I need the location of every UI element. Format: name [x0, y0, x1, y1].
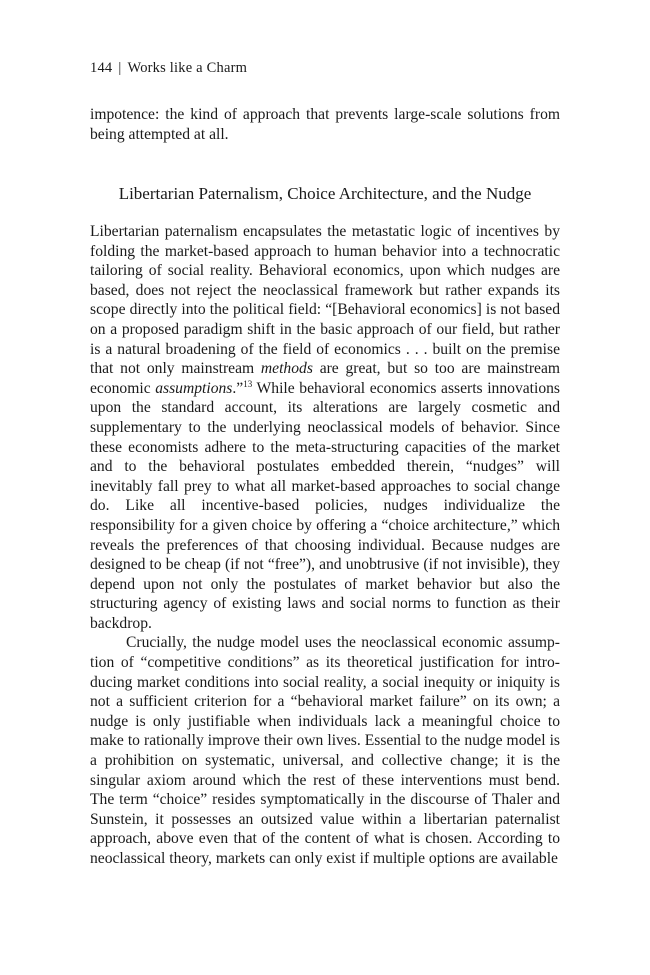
opening-paragraph-block — [90, 105, 560, 144]
page-number: 144 — [90, 60, 113, 76]
emphasis-assumptions: assumptions — [155, 379, 233, 397]
running-head — [90, 60, 247, 77]
section-heading: Libertarian Paternalism, Choice Architecture, and the Nudge — [118, 184, 532, 203]
paragraph-1-text-b: are great, but so too are mainstream economic — [90, 360, 560, 397]
paragraph-1-text-a: Libertarian paternalism encapsulates the metastatic logic of incentives by folding the market-based approach to human behavior into a technocratic tailoring of social reality. Behavioral economics, upon which nudges are based, does not reject the neoclassical framework but rather expands its scope directly into the political field: “[Behavioral economics] is not based on a proposed paradigm shift in the basic approach of our field, but rather is a natural broadening of the field of economics . . . built on the premise that not only mainstream — [90, 223, 560, 378]
opening-paragraph: impotence: the kind of approach that prevents large-scale solutions from being attempted at all. — [90, 106, 560, 143]
book-title: Works like a Charm — [127, 60, 248, 76]
paragraph-1-text-d: While behavioral economics asserts innovations upon the standard account, its alterations are largely cosmetic and supplementary to the underlying neoclassical models of behavior. Since these economists adhere to the meta-structuring capacities of the market and to the behavioral postulates embedded therein, “nudges” will inevitably fall prey to what all market-based approaches to social change do. Like all incentive-based policies, nudges individualize the responsibility for a given choice by offering a “choice architecture,” which reveals the preferences of that choosing individual. Because nudges are designed to be cheap (if not “free”), and unobtrusive (if not invisible), they depend upon not only the postulates of market behavior but also the structuring agency of existing laws and social norms to function as their backdrop. — [90, 379, 560, 632]
paragraph-1-text-c: .” — [232, 379, 244, 397]
section-paragraph-1 — [90, 222, 560, 633]
section-paragraph-2: Crucially, the nudge model uses the neoclassical economic assumption of “competitive conditions” as its theoretical justification for introducing market conditions into social reality, a social inequity or iniquity is not a sufficient criterion for a “behavioral market failure” on its own; a nudge is only justifiable when individuals lack a meaningful choice to make to rationally improve their own lives. Essential to the nudge model is a prohibition on systematic, universal, and collective change; it is the singular axiom around which the rest of these interventions must bend. The term “choice” resides symptomatically in the discourse of Thaler and Sunstein, it possesses an outsized value within a libertarian paternalist approach, above even that of the content of what is chosen. According to neoclassical theory, markets can only exist if multiple options are available — [90, 634, 560, 867]
running-head-separator: | — [118, 60, 122, 76]
emphasis-methods: methods — [260, 360, 313, 378]
section-body — [90, 222, 560, 869]
footnote-marker[interactable]: 13 — [243, 378, 253, 389]
